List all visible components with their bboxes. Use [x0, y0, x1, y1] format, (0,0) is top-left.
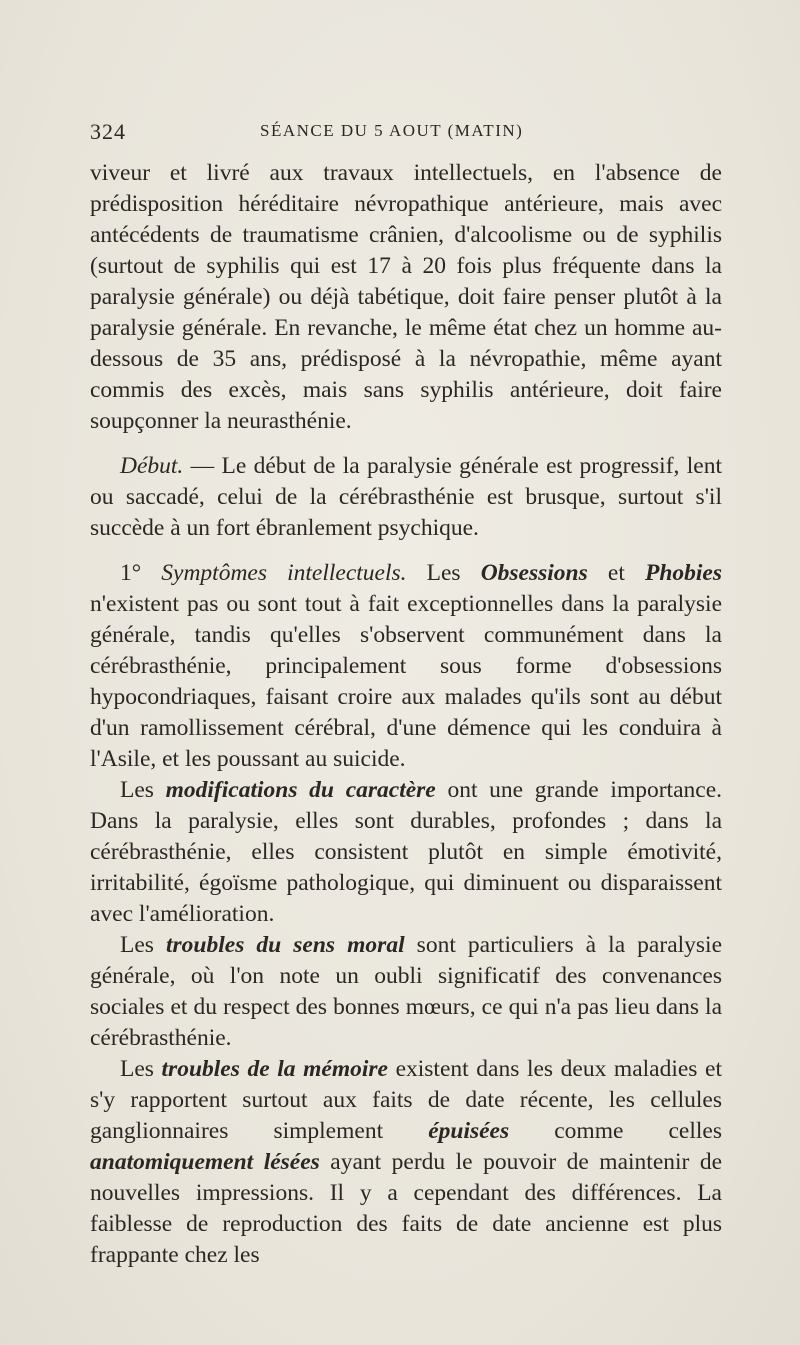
keyword-emphasis: modifications du caractère — [165, 777, 436, 803]
paragraph-caractere — [90, 775, 722, 930]
paragraph — [90, 158, 722, 437]
paragraph-text: et — [587, 560, 645, 586]
keyword-emphasis: anatomiquement lésées — [90, 1149, 320, 1175]
section-lead: Symptômes intellectuels. — [161, 560, 407, 586]
paragraph-text: sont particuliers à la paralysie générale, où l'on note un oubli significatif des convenances sociales et du respect des bonnes mœurs, ce qui n'a pas lieu dans la cérébrasthénie. — [90, 932, 723, 1051]
paragraph-text: Les — [120, 777, 166, 803]
paragraph-memoire — [90, 1054, 722, 1271]
page-header — [90, 117, 730, 143]
page-number: 324 — [90, 119, 126, 144]
paragraph-symptomes — [90, 558, 722, 775]
body-text — [90, 158, 722, 1271]
keyword-emphasis: troubles du sens moral — [166, 932, 405, 958]
paragraph-text: viveur et livré aux travaux intellectuels, en l'absence de prédisposition héréditaire névropathique antérieure, mais avec antécédents de traumatisme crânien, d'alcoolisme ou de syphilis (surtout de syphilis qui est 17 à 20 fois plus fréquente dans la paralysie générale) ou déjà tabétique, doit faire penser plutôt à la paralysie générale. En revanche, le même état chez un homme au-dessous de 35 ans, prédisposé à la névropathie, même ayant commis des excès, mais sans syphilis antérieure, doit faire soupçonner la neurasthénie. — [90, 160, 722, 434]
paragraph-debut — [90, 451, 722, 544]
running-head: SÉANCE DU 5 AOUT (MATIN) — [260, 121, 524, 140]
paragraph-text: comme celles — [509, 1118, 722, 1144]
paragraph-text: Les — [120, 932, 166, 958]
keyword-emphasis: troubles de la mémoire — [161, 1056, 388, 1082]
section-lead: Début. — [120, 453, 184, 479]
paragraph-text: — Le début de la paralysie générale est progressif, lent ou saccadé, celui de la cérébrasthénie est brusque, surtout s'il succède à un fort ébranlement psychique. — [90, 453, 722, 541]
keyword-emphasis: Phobies — [644, 560, 722, 586]
paragraph-sens-moral — [90, 930, 722, 1054]
paragraph-text: ayant perdu le pouvoir de maintenir de nouvelles impressions. Il y a cependant des différences. La faiblesse de reproduction des faits de date ancienne est plus frappante chez les — [90, 1149, 723, 1268]
paragraph-text: Les — [120, 1056, 162, 1082]
paragraph-text: existent dans les deux maladies et s'y rapportent surtout aux faits de date récente, les cellules ganglionnaires simplement — [90, 1056, 723, 1144]
paragraph-text: ont une grande importance. Dans la paralysie, elles sont durables, profondes ; dans la cérébrasthénie, elles consistent plutôt en simple émotivité, irritabilité, égoïsme pathologique, qui diminuent ou disparaissent avec l'amélioration. — [90, 777, 722, 927]
keyword-emphasis: Obsessions — [480, 560, 588, 586]
section-number: 1° — [120, 560, 162, 586]
keyword-emphasis: épuisées — [428, 1118, 510, 1144]
paragraph-text: n'existent pas ou sont tout à fait exceptionnelles dans la paralysie générale, tandis qu'elles s'observent communément dans la cérébrasthénie, principalement sous forme d'obsessions hypocondriaques, faisant croire aux malades qu'ils sont au début d'un ramollissement cérébral, d'une démence qui les conduira à l'Asile, et les poussant au suicide. — [90, 591, 722, 772]
paragraph-text: Les — [406, 560, 481, 586]
